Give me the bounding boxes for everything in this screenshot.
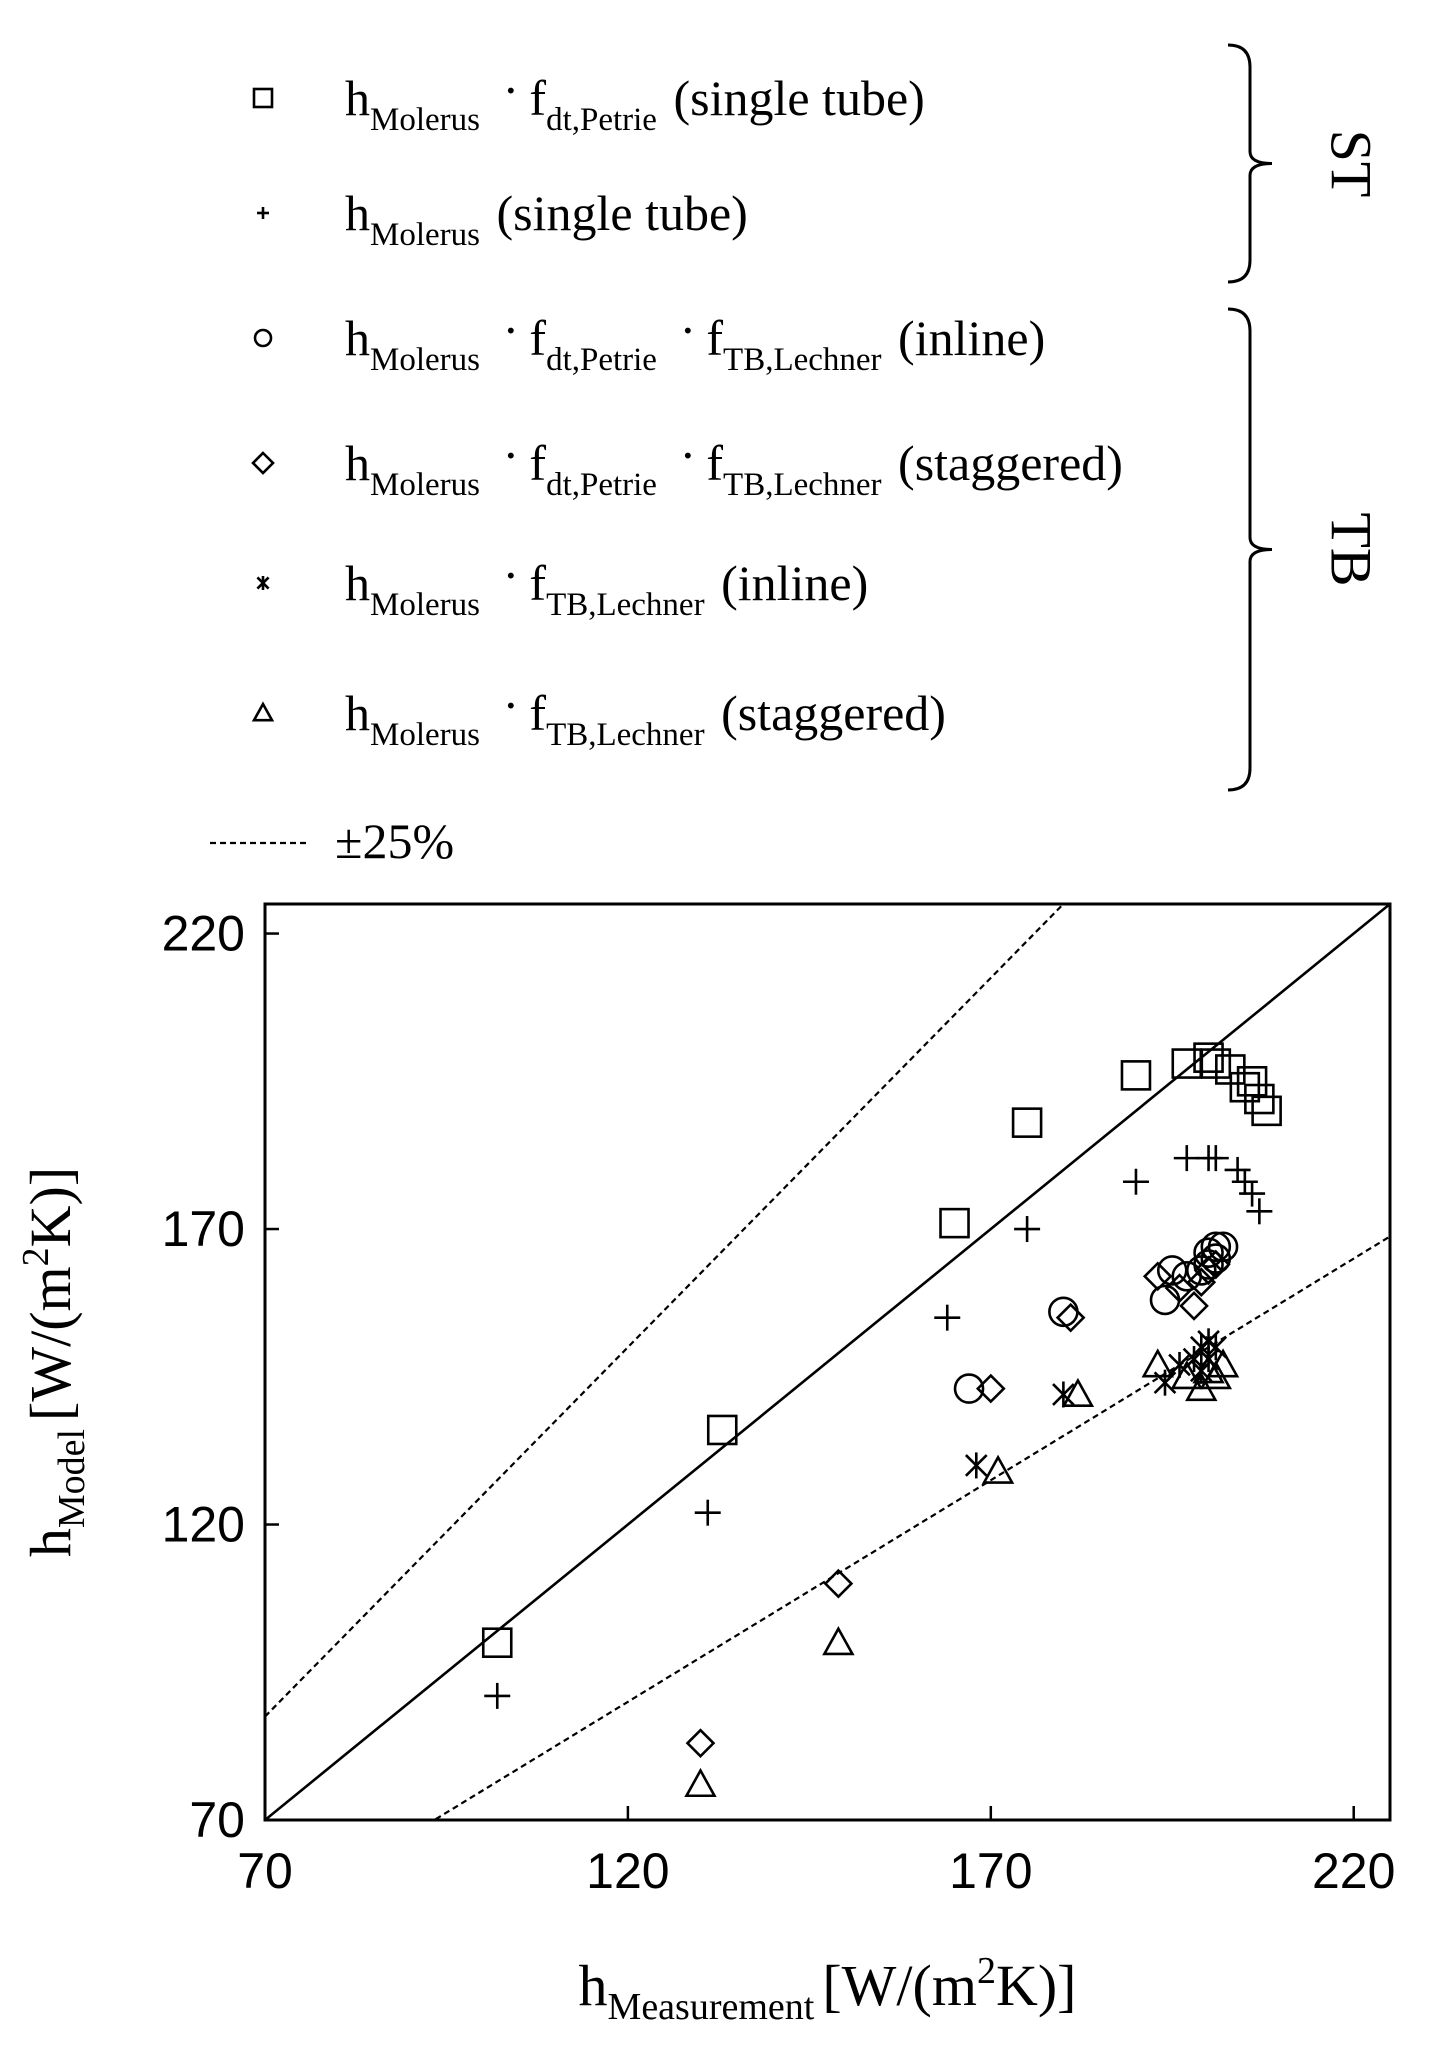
series-diamond: [687, 1251, 1228, 1756]
legend-group-st: [1228, 45, 1384, 282]
data-point-plus: [484, 1683, 510, 1709]
legend-marker-plus-icon: [257, 207, 269, 219]
legend-label: $h_{Molerus} \cdot f_{dt,Petrie}$ (single tube): [345, 62, 925, 138]
legend-entry-circle: [255, 302, 1045, 378]
legend-marker-circle-icon: [255, 330, 271, 346]
x-axis-label: $h_{Measurement}$ $[W/(m^2K)]$: [578, 1950, 1077, 2028]
legend-entry-plus: [257, 185, 748, 253]
legend: [210, 45, 1384, 869]
data-point-plus: [1246, 1198, 1272, 1224]
data-point-square: [1173, 1050, 1201, 1078]
data-point-triangle: [1144, 1351, 1172, 1376]
y-tick-label: 220: [161, 905, 245, 962]
legend-label: $h_{Molerus} \cdot f_{dt,Petrie} \cdot f_{TB,Lechner}$ (staggered): [345, 427, 1123, 503]
data-point-triangle: [686, 1771, 714, 1796]
data-point-plus: [1232, 1169, 1258, 1195]
group-label: ST: [1318, 129, 1384, 198]
data-point-plus: [1239, 1181, 1265, 1207]
data-point-diamond: [978, 1376, 1004, 1402]
y-tick-label: 70: [189, 1792, 245, 1848]
y-tick-label: 170: [161, 1201, 245, 1258]
legend-entry-diamond: [253, 427, 1123, 503]
data-point-square: [1013, 1109, 1041, 1137]
legend-entry-reference: [210, 813, 454, 869]
y-tick-label: 120: [161, 1496, 245, 1553]
data-point-plus: [1014, 1216, 1040, 1242]
legend-entry-asterisk: [257, 547, 868, 623]
legend-marker-asterisk-icon: [257, 576, 268, 590]
data-point-square: [1238, 1067, 1266, 1095]
legend-reference-label: ±25%: [335, 813, 455, 869]
data-point-square: [1122, 1061, 1150, 1089]
data-point-asterisk: [966, 1452, 987, 1478]
series-asterisk: [966, 1328, 1226, 1478]
parity-line: [265, 904, 1390, 1820]
legend-marker-triangle-icon: [254, 704, 272, 720]
group-brace-icon: [1228, 45, 1272, 282]
x-tick-label: 220: [1311, 1843, 1396, 1899]
data-point-plus: [1123, 1169, 1149, 1195]
x-tick-label: 70: [237, 1843, 293, 1899]
group-brace-icon: [1228, 309, 1272, 790]
legend-label: $h_{Molerus} \cdot f_{dt,Petrie} \cdot f_{TB,Lechner}$ (inline): [345, 302, 1046, 378]
series-square: [483, 1044, 1280, 1657]
data-point-plus: [1203, 1145, 1229, 1171]
y-axis-label: $h_{Model}[W/(m^2K)]$: [15, 1166, 93, 1558]
legend-label: $h_{Molerus}$ (single tube): [345, 185, 748, 253]
series-plus: [484, 1145, 1272, 1709]
legend-marker-diamond-icon: [253, 453, 273, 473]
x-tick-label: 170: [949, 1843, 1033, 1899]
x-tick-label: 120: [586, 1843, 670, 1899]
legend-group-tb: [1228, 309, 1384, 790]
legend-label: $h_{Molerus} \cdot f_{TB,Lechner}$ (inline): [345, 547, 869, 623]
plot-area: [15, 572, 1395, 2028]
legend-label: $h_{Molerus} \cdot f_{TB,Lechner}$ (staggered): [345, 677, 946, 753]
group-label: TB: [1318, 512, 1384, 587]
data-point-circle: [1151, 1286, 1179, 1314]
legend-entry-square: [254, 62, 925, 138]
series-triangle: [686, 1351, 1237, 1796]
data-point-triangle: [824, 1629, 852, 1654]
data-point-triangle: [1064, 1381, 1092, 1406]
data-point-square: [483, 1629, 511, 1657]
data-point-circle: [1202, 1233, 1230, 1261]
data-point-square: [941, 1209, 969, 1237]
legend-marker-square-icon: [254, 89, 272, 107]
data-point-plus: [1225, 1157, 1251, 1183]
data-point-square: [1195, 1044, 1223, 1072]
legend-entry-triangle: [254, 677, 946, 753]
data-point-plus: [695, 1500, 721, 1526]
data-point-diamond: [687, 1730, 713, 1756]
data-point-plus: [934, 1305, 960, 1331]
